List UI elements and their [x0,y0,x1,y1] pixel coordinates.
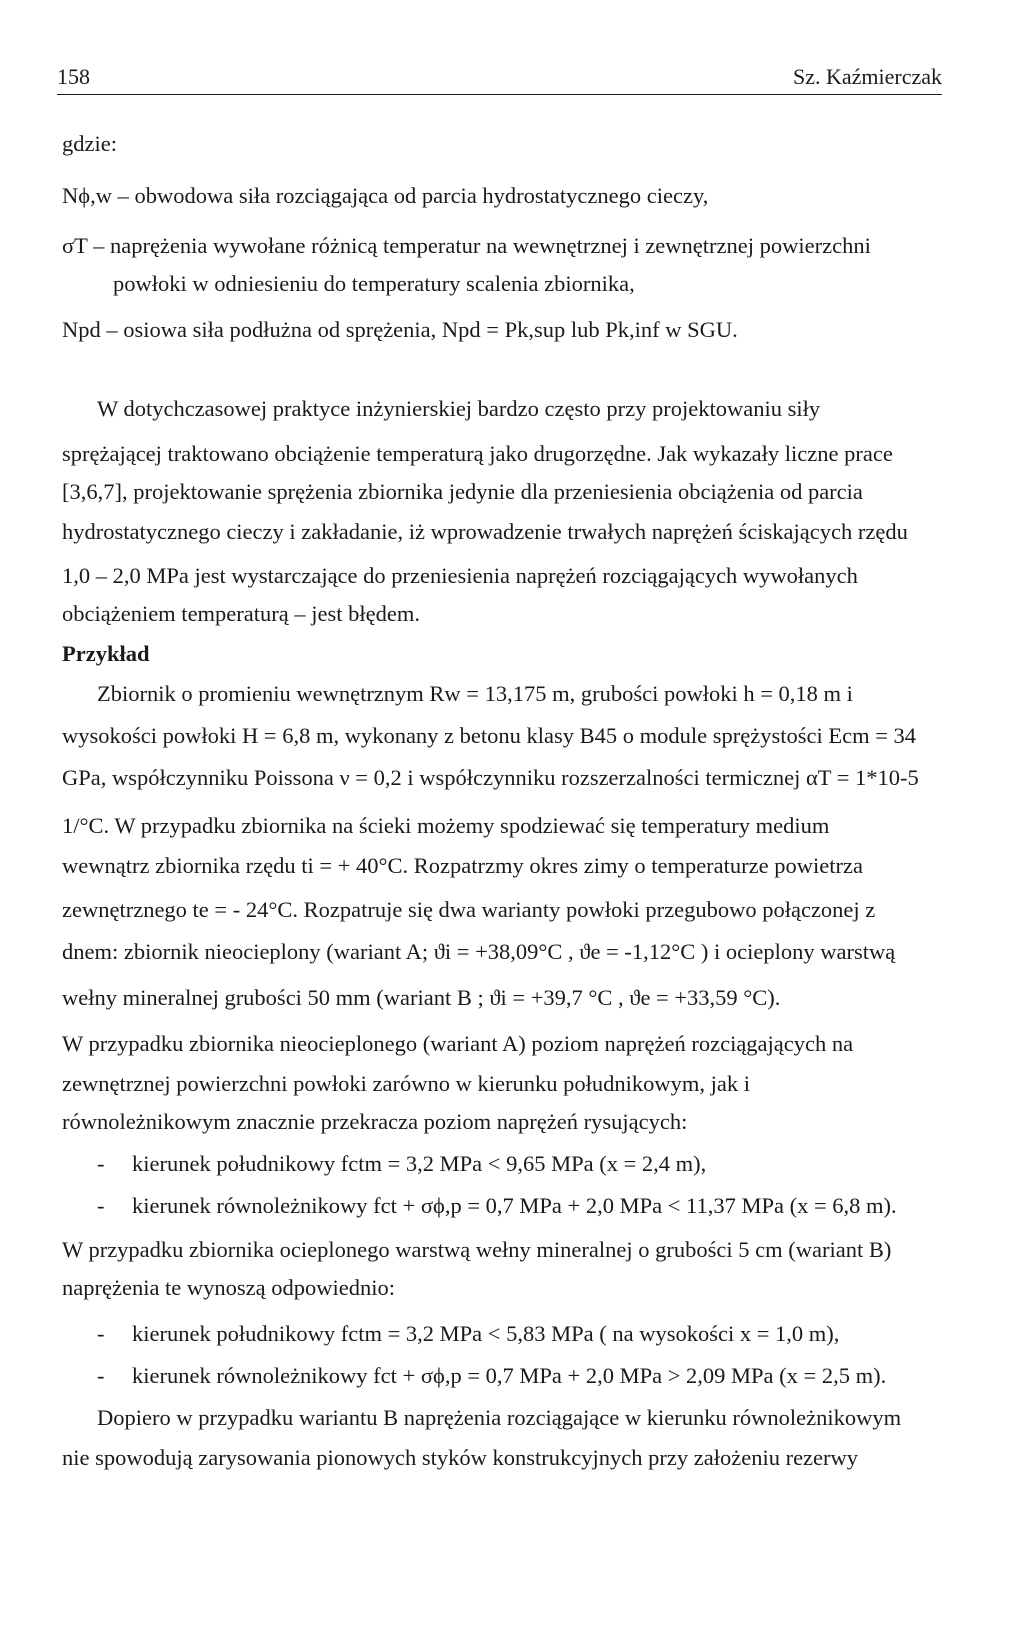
text-line: dnem: zbiornik nieocieplony (wariant A; ϑi = +38,09°C , ϑe = -1,12°C ) i ocieplony warstwą [62,939,896,964]
text-line: wełny mineralnej grubości 50 mm (wariant B ; ϑi = +39,7 °C , ϑe = +33,59 °C). [62,985,781,1010]
text-line: naprężenia te wynoszą odpowiednio: [62,1275,396,1300]
text-line: Zbiornik o promieniu wewnętrznym Rw = 13,175 m, grubości powłoki h = 0,18 m i [97,681,853,706]
text-line: W przypadku zbiornika nieocieplonego (wariant A) poziom naprężeń rozciągających na [62,1031,854,1056]
list-bullet: - [97,1321,105,1346]
text-line: równoleżnikowym znacznie przekracza poziom naprężeń rysujących: [62,1109,688,1134]
text-line: obciążeniem temperaturą – jest błędem. [62,601,420,626]
section-heading: Przykład [62,641,150,666]
text-line: zewnętrznego te = - 24°C. Rozpatruje się dwa warianty powłoki przegubowo połączonej z [62,897,876,922]
text-line: [3,6,7], projektowanie sprężenia zbiornika jedynie dla przeniesienia obciążenia od parcia [62,479,863,504]
text-line: powłoki w odniesieniu do temperatury scalenia zbiornika, [113,271,635,296]
text-line: Dopiero w przypadku wariantu B naprężenia rozciągające w kierunku równoleżnikowym [97,1405,902,1430]
text-line: hydrostatycznego cieczy i zakładanie, iż wprowadzenie trwałych naprężeń ściskających rzędu [62,519,908,544]
list-bullet: - [97,1193,105,1218]
text-line: 1/°C. W przypadku zbiornika na ścieki możemy spodziewać się temperatury medium [62,813,830,838]
running-author: Sz. Kaźmierczak [792,64,942,89]
text-line: Npd – osiowa siła podłużna od sprężenia, Npd = Pk,sup lub Pk,inf w SGU. [62,317,738,342]
text-line: W dotychczasowej praktyce inżynierskiej bardzo często przy projektowaniu siły [97,396,821,421]
text-line: wysokości powłoki H = 6,8 m, wykonany z betonu klasy B45 o module sprężystości Ecm = 34 [62,723,917,748]
text-line: σT – naprężenia wywołane różnicą temperatur na wewnętrznej i zewnętrznej powierzchni [62,233,871,258]
page-number: 158 [57,64,90,89]
text-line: Nϕ,w – obwodowa siła rozciągająca od parcia hydrostatycznego cieczy, [62,183,709,208]
list-item: kierunek południkowy fctm = 3,2 MPa < 5,83 MPa ( na wysokości x = 1,0 m), [132,1321,840,1346]
text-line: GPa, współczynniku Poissona ν = 0,2 i współczynniku rozszerzalności termicznej αT = 1*10-5 [62,765,919,790]
page-header [57,60,942,95]
list-bullet: - [97,1363,105,1388]
list-item: kierunek równoleżnikowy fct + σϕ,p = 0,7 MPa + 2,0 MPa < 11,37 MPa (x = 6,8 m). [132,1193,897,1218]
list-item: kierunek równoleżnikowy fct + σϕ,p = 0,7 MPa + 2,0 MPa > 2,09 MPa (x = 2,5 m). [132,1363,887,1388]
text-line: zewnętrznej powierzchni powłoki zarówno w kierunku południkowym, jak i [62,1071,750,1096]
list-item: kierunek południkowy fctm = 3,2 MPa < 9,65 MPa (x = 2,4 m), [132,1151,707,1176]
text-line: wewnątrz zbiornika rzędu ti = + 40°C. Rozpatrzmy okres zimy o temperaturze powietrza [62,853,863,878]
text-line: gdzie: [62,131,117,156]
list-bullet: - [97,1151,105,1176]
text-line: 1,0 – 2,0 MPa jest wystarczające do przeniesienia naprężeń rozciągających wywołanych [62,563,858,588]
text-line: sprężającej traktowano obciążenie temperaturą jako drugorzędne. Jak wykazały liczne prace [62,441,893,466]
text-line: nie spowodują zarysowania pionowych styków konstrukcyjnych przy założeniu rezerwy [62,1445,859,1470]
text-line: W przypadku zbiornika ocieplonego warstwą wełny mineralnej o grubości 5 cm (wariant B) [62,1237,892,1262]
